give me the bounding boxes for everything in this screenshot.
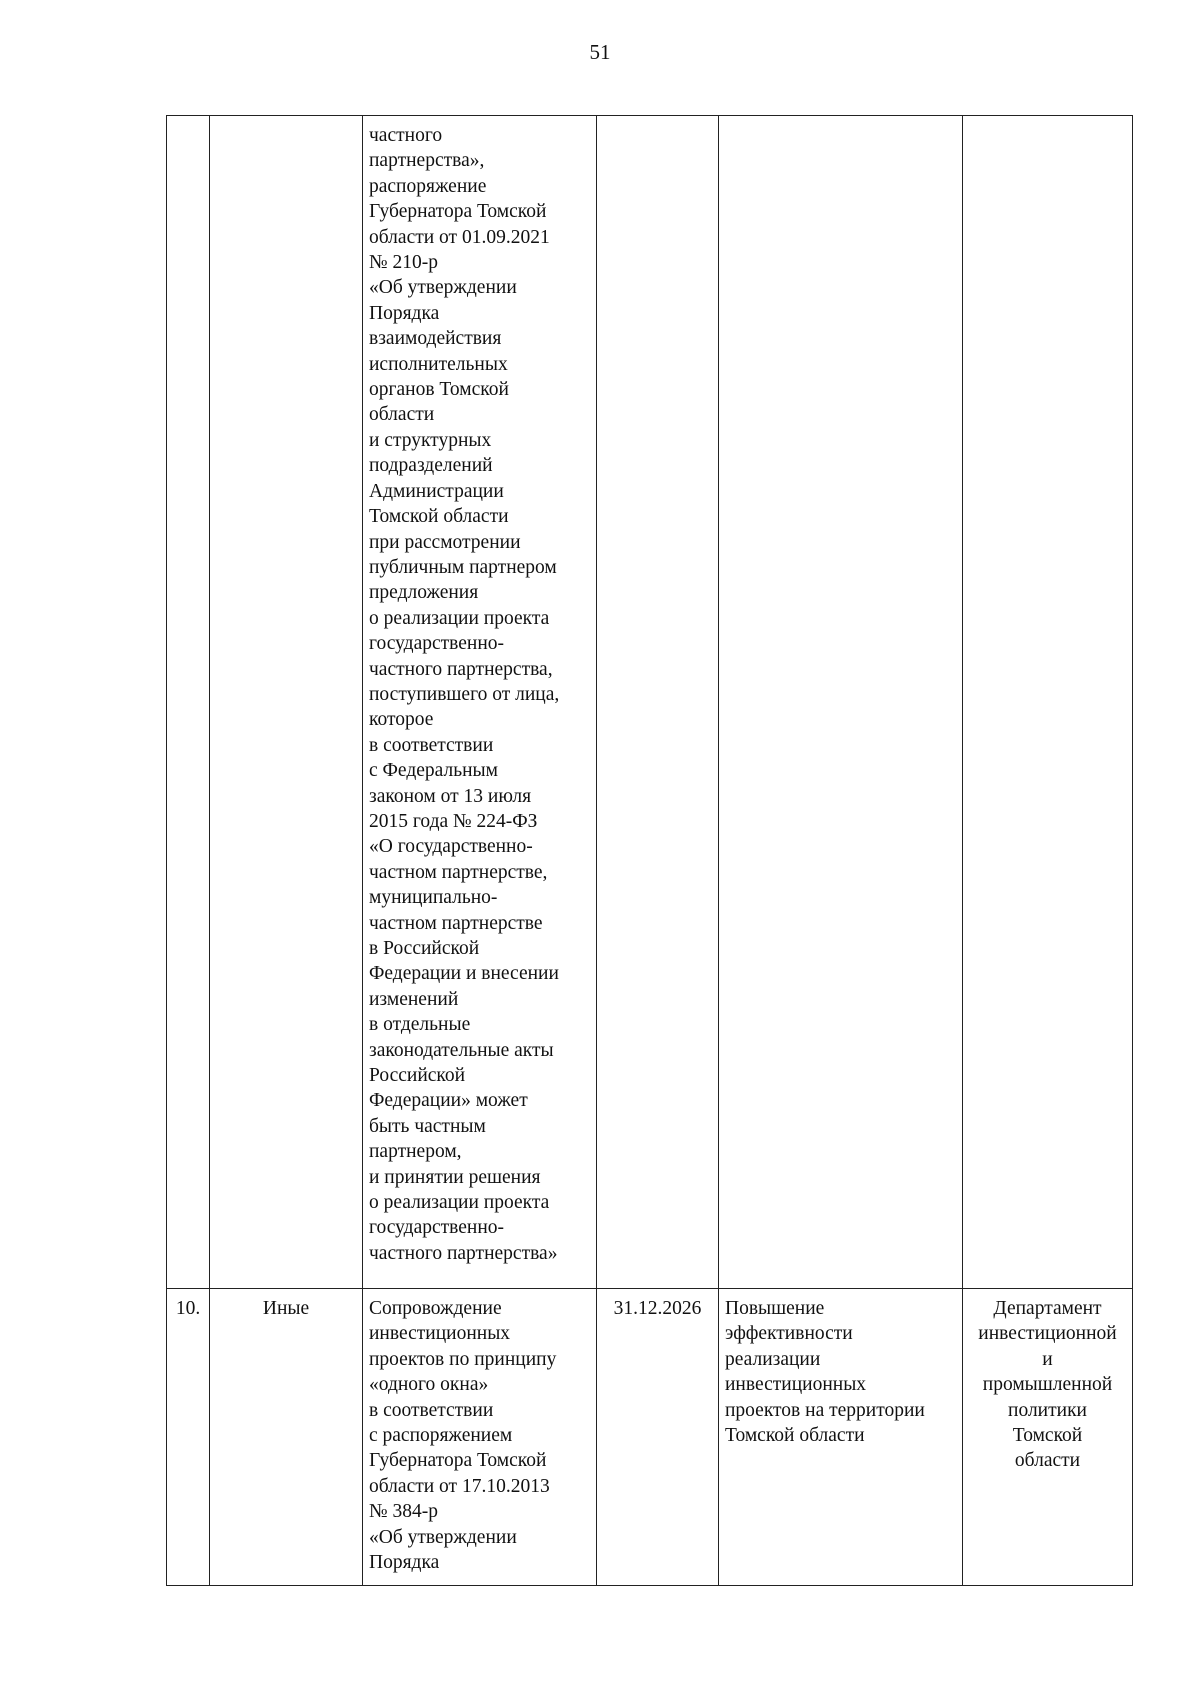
text-line: № 210-р	[369, 252, 438, 274]
responsible-text	[963, 116, 1132, 126]
category	[210, 116, 362, 126]
text-line: частном партнерстве	[369, 912, 543, 934]
text-line: Губернатора Томской	[369, 1450, 547, 1472]
text-line: промышленной	[982, 1374, 1113, 1396]
row-number: 10.	[175, 1298, 201, 1319]
result-text	[719, 1289, 962, 1451]
text-line: публичным партнером	[369, 556, 557, 578]
text-line: в Российской	[369, 938, 480, 959]
text-line: области	[1014, 1450, 1081, 1472]
text-line: частного партнерства»	[369, 1242, 558, 1264]
deadline	[597, 116, 718, 126]
text-line: «Об утверждении	[369, 277, 517, 299]
text-line: распоряжение	[369, 175, 487, 197]
table-row	[167, 116, 1133, 1289]
text-line: «О государственно-	[369, 836, 533, 858]
text-line: Департамент	[993, 1298, 1102, 1319]
text-line: частном партнерстве,	[369, 861, 548, 883]
text-line: взаимодействия	[369, 328, 502, 350]
text-line: с распоряжением	[369, 1425, 513, 1447]
text-line: в отдельные	[369, 1014, 471, 1036]
event-cell	[363, 116, 597, 1289]
event-text	[363, 116, 596, 1269]
responsible-text	[963, 1289, 1132, 1477]
text-line: изменений	[369, 988, 459, 1010]
text-line: Сопровождение	[369, 1298, 502, 1319]
text-line: инвестиционных	[369, 1323, 511, 1345]
text-line: политики	[1008, 1399, 1087, 1421]
responsible-cell	[963, 116, 1133, 1289]
category-cell	[210, 116, 363, 1289]
text-line: быть частным	[369, 1115, 486, 1137]
text-line: с Федеральным	[369, 760, 498, 782]
event-cell	[363, 1289, 597, 1586]
text-line: о реализации проекта	[369, 1192, 550, 1214]
text-line: муниципально-	[369, 887, 498, 909]
text-line: области от 17.10.2013	[369, 1475, 550, 1497]
deadline: 31.12.2026	[613, 1298, 702, 1319]
text-line: области	[369, 404, 435, 426]
text-line: Порядка	[369, 302, 440, 324]
text-line: государственно-	[369, 1217, 505, 1239]
text-line: частного	[369, 125, 443, 146]
text-line: частного партнерства,	[369, 658, 553, 680]
text-line: и структурных	[369, 429, 492, 451]
text-line: инвестиционной	[978, 1323, 1117, 1345]
text-line: Порядка	[369, 1552, 440, 1574]
text-line: области от 01.09.2021	[369, 226, 550, 248]
page-number: 51	[589, 40, 611, 64]
row-number-cell	[167, 116, 210, 1289]
measures-table	[166, 115, 1133, 1586]
text-line: и	[1042, 1348, 1053, 1370]
text-line: в соответствии	[369, 1399, 494, 1421]
text-line: Томской	[1012, 1425, 1083, 1447]
text-line: «Об утверждении	[369, 1526, 517, 1548]
text-line: Губернатора Томской	[369, 201, 547, 223]
text-line: эффективности	[725, 1323, 853, 1345]
text-line: исполнительных	[369, 353, 508, 375]
text-line: инвестиционных	[725, 1374, 867, 1396]
text-line: Повышение	[725, 1298, 825, 1319]
text-line: Федерации» может	[369, 1090, 528, 1112]
text-line: которое	[369, 709, 434, 731]
row-number-cell	[167, 1289, 210, 1586]
text-line: и принятии решения	[369, 1166, 541, 1188]
text-line: подразделений	[369, 455, 493, 477]
text-line: органов Томской	[369, 379, 509, 401]
result-cell	[719, 1289, 963, 1586]
deadline-cell	[597, 1289, 719, 1586]
text-line: Администрации	[369, 480, 504, 502]
text-line: предложения	[369, 582, 479, 604]
result-cell	[719, 116, 963, 1289]
row-number	[167, 116, 209, 126]
category: Иные	[262, 1298, 310, 1319]
text-line: Томской области	[725, 1425, 865, 1447]
result-text	[719, 116, 962, 126]
text-line: поступившего от лица,	[369, 683, 560, 705]
text-line: в соответствии	[369, 734, 494, 756]
table-row	[167, 1289, 1133, 1586]
category-cell	[210, 1289, 363, 1586]
responsible-cell	[963, 1289, 1133, 1586]
text-line: партнером,	[369, 1141, 462, 1163]
text-line: Федерации и внесении	[369, 963, 559, 985]
text-line: № 384-р	[369, 1501, 438, 1523]
text-line: «одного окна»	[369, 1374, 489, 1396]
event-text	[363, 1289, 596, 1578]
text-line: государственно-	[369, 633, 505, 655]
text-line: законодательные акты	[369, 1039, 554, 1061]
text-line: реализации	[725, 1348, 821, 1370]
text-line: Томской области	[369, 506, 509, 528]
text-line: Российской	[369, 1065, 466, 1087]
text-line: при рассмотрении	[369, 531, 521, 553]
text-line: законом от 13 июля	[369, 785, 532, 807]
deadline-cell	[597, 116, 719, 1289]
text-line: проектов на территории	[725, 1399, 925, 1421]
text-line: партнерства»,	[369, 150, 485, 172]
text-line: о реализации проекта	[369, 607, 550, 629]
text-line: проектов по принципу	[369, 1348, 557, 1370]
text-line: 2015 года № 224-ФЗ	[369, 810, 538, 832]
